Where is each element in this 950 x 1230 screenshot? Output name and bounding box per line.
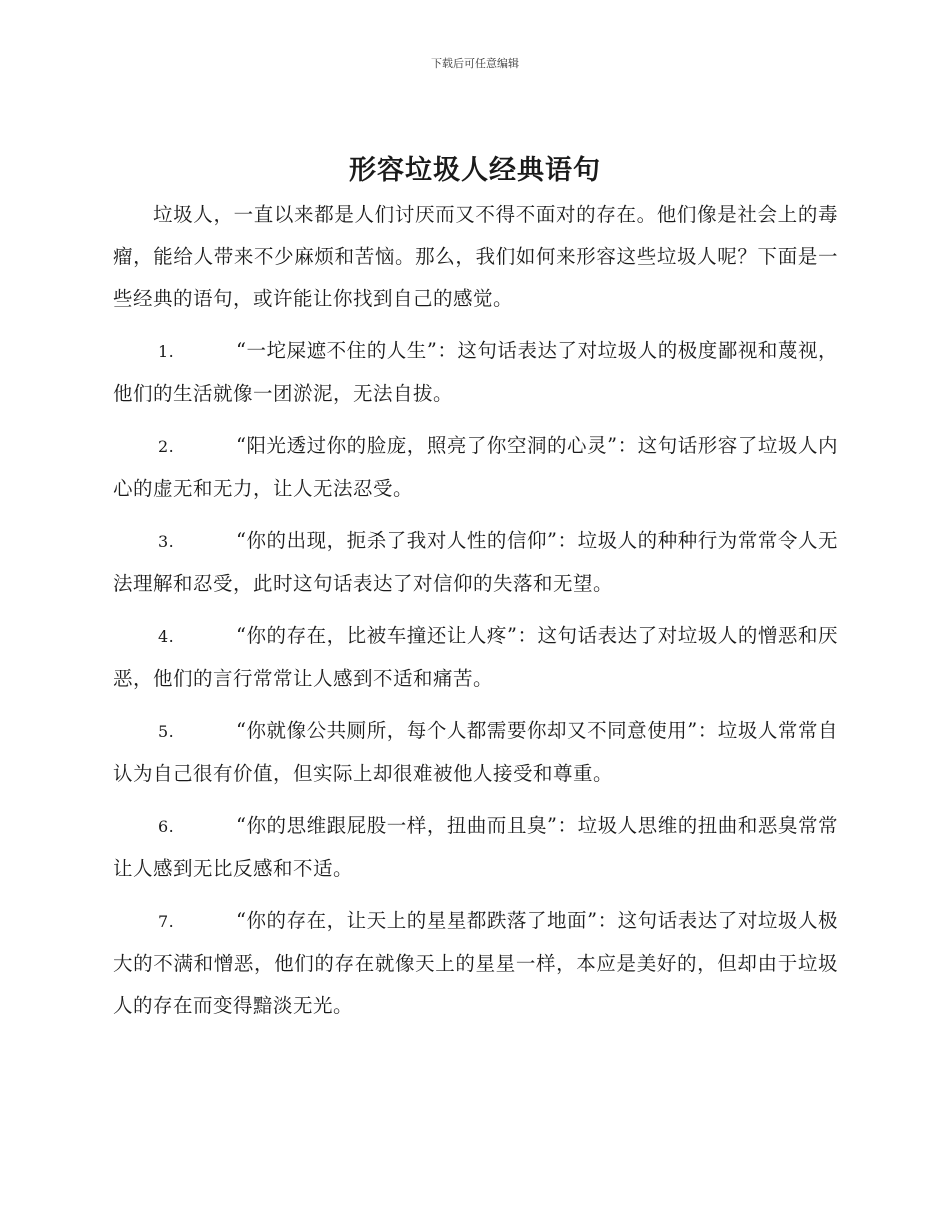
list-item-number: 4. xyxy=(158,627,175,646)
list-item-text: “你的出现，扼杀了我对人性的信仰”：垃圾人的种种行为常常令人无法理解和忍受，此时这句话表达了对信仰的失落和无望。 xyxy=(113,529,838,595)
list-item xyxy=(113,425,838,510)
list-item xyxy=(113,710,838,795)
list-item-number: 5. xyxy=(158,722,175,741)
document-body xyxy=(113,194,838,1037)
list-item xyxy=(113,520,838,605)
list-item-text: “阳光透过你的脸庞，照亮了你空洞的心灵”：这句话形容了垃圾人内心的虚无和无力，让人无法忍受。 xyxy=(113,434,838,500)
intro-paragraph: 垃圾人，一直以来都是人们讨厌而又不得不面对的存在。他们像是社会上的毒瘤，能给人带来不少麻烦和苦恼。那么，我们如何来形容这些垃圾人呢？下面是一些经典的语句，或许能让你找到自己的感觉。 xyxy=(113,203,838,310)
header-note: 下载后可任意编辑 xyxy=(431,57,519,70)
list-item xyxy=(113,805,838,890)
list-item xyxy=(113,330,838,415)
list-item-text: “你的存在，让天上的星星都跌落了地面”：这句话表达了对垃圾人极大的不满和憎恶，他们的存在就像天上的星星一样，本应是美好的，但却由于垃圾人的存在而变得黯淡无光。 xyxy=(113,909,838,1017)
list-item xyxy=(113,900,838,1027)
list-item-text: “你就像公共厕所，每个人都需要你却又不同意使用”：垃圾人常常自认为自己很有价值，但实际上却很难被他人接受和尊重。 xyxy=(113,719,838,785)
list-item-number: 6. xyxy=(158,817,175,836)
page-title: 形容垃圾人经典语句 xyxy=(349,155,601,186)
list-item-number: 2. xyxy=(158,437,175,456)
list-item xyxy=(113,615,838,700)
list-item-number: 1. xyxy=(158,342,175,361)
list-item-text: “一坨屎遮不住的人生”：这句话表达了对垃圾人的极度鄙视和蔑视，他们的生活就像一团淤泥，无法自拔。 xyxy=(113,339,838,405)
list-item-number: 3. xyxy=(158,532,175,551)
list-item-text: “你的思维跟屁股一样，扭曲而且臭”：垃圾人思维的扭曲和恶臭常常让人感到无比反感和不适。 xyxy=(113,814,838,880)
list-item-text: “你的存在，比被车撞还让人疼”：这句话表达了对垃圾人的憎恶和厌恶，他们的言行常常让人感到不适和痛苦。 xyxy=(113,624,838,690)
list-item-number: 7. xyxy=(158,912,175,931)
